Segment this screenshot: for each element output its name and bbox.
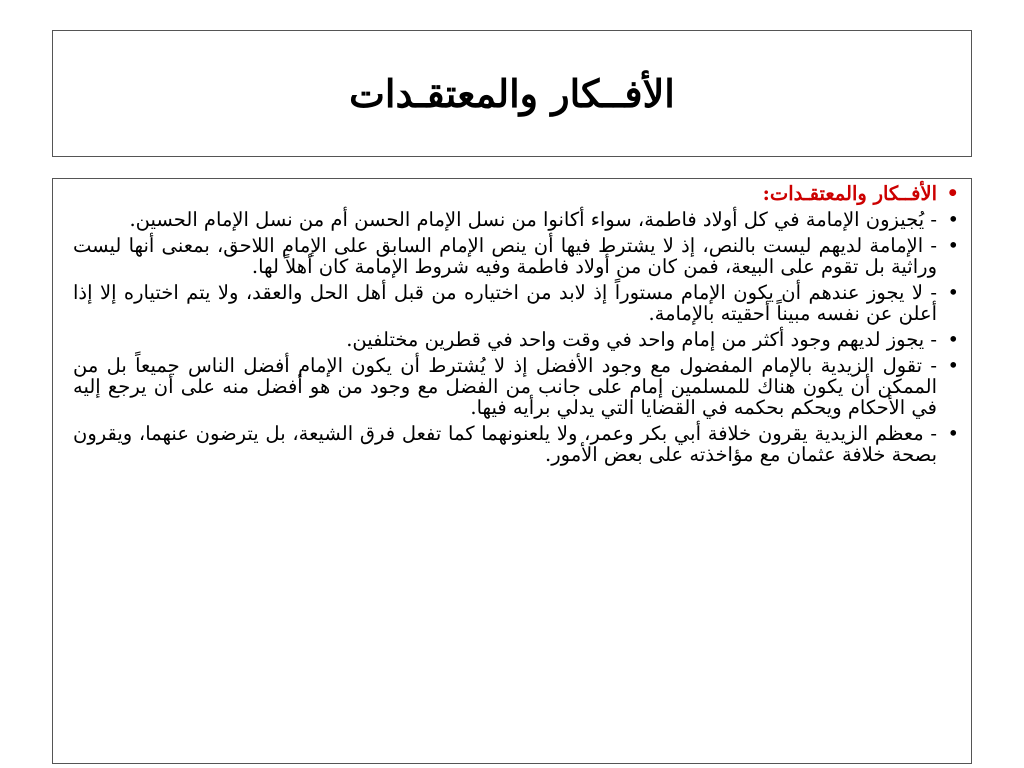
bullet-item: • - معظم الزيدية يقرون خلافة أبي بكر وعمر، ولا يلعنونهما كما تفعل فرق الشيعة، بل يترضون عنهما، ويقرون بصحة خلافة عثمان مع مؤاخذته على بعض الأمور. bbox=[73, 423, 937, 465]
content-box bbox=[52, 178, 972, 764]
title-box bbox=[52, 30, 972, 157]
bullet-item: • - لا يجوز عندهم أن يكون الإمام مستوراً إذ لابد من اختياره من قبل أهل الحل والعقد، ولا يتم اختياره إلا إذا أعلن عن نفسه مبيناً أحقيته بالإمامة. bbox=[73, 282, 937, 324]
bullet-item: • - الإمامة لديهم ليست بالنص، إذ لا يشترط فيها أن ينص الإمام السابق على الإمام اللاحق، بمعنى أنها ليست وراثية بل تقوم على البيعة، فمن كان من أولاد فاطمة وفيه شروط الإمامة كان أهلاً لها. bbox=[73, 235, 937, 277]
bullet-item: • - يجوز لديهم وجود أكثر من إمام واحد في وقت واحد في قطرين مختلفين. bbox=[73, 329, 937, 350]
bullet-item: • - تقول الزيدية بالإمام المفضول مع وجود الأفضل إذ لا يُشترط أن يكون الإمام أفضل الناس جميعاً بل من الممكن أن يكون هناك للمسلمين إمام على جانب من الفضل مع وجود من هو أفضل منه على أن يرجع إليه في الأحكام ويحكم بحكمه في القضايا التي يدلي برأيه فيها. bbox=[73, 355, 937, 418]
slide-title: الأفــكار والمعتقـدات bbox=[349, 70, 675, 116]
bullet-item: • - يُجيزون الإمامة في كل أولاد فاطمة، سواء أكانوا من نسل الإمام الحسن أم من نسل الإمام الحسين. bbox=[73, 209, 937, 230]
bullet-list bbox=[53, 179, 971, 465]
bullet-heading: • الأفــكار والمعتقـدات: bbox=[73, 183, 937, 204]
